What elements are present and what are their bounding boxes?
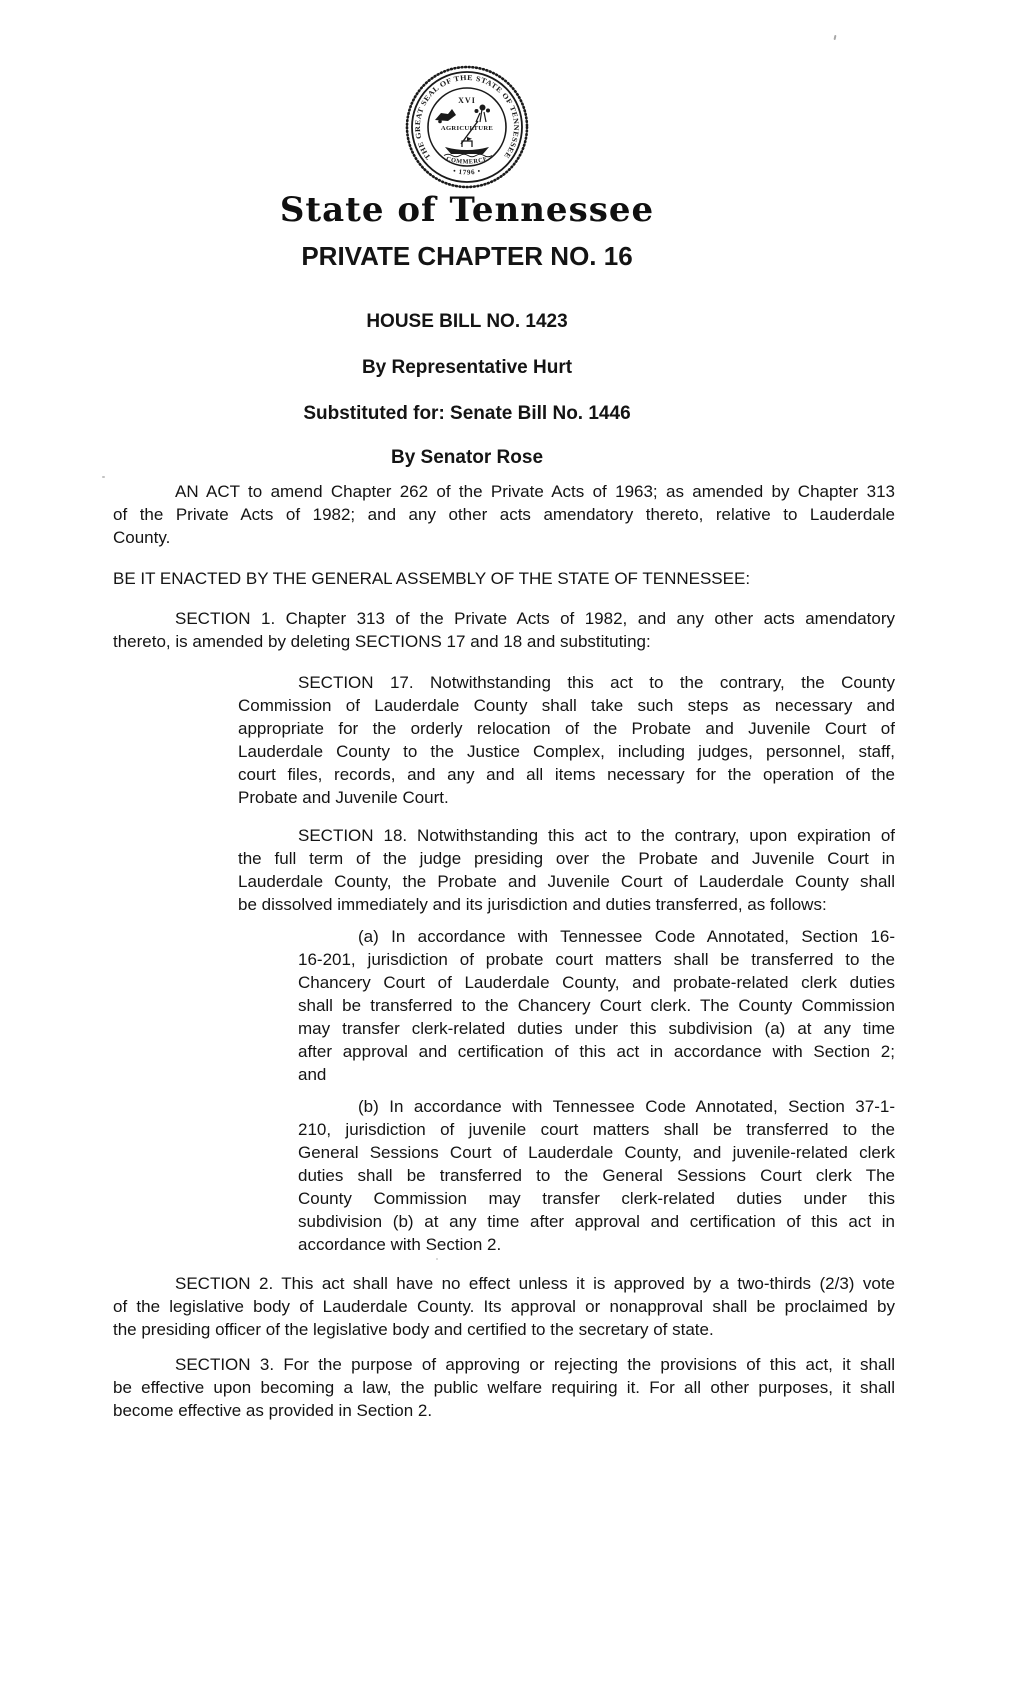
- chapter-title: PRIVATE CHAPTER NO. 16: [301, 241, 633, 271]
- document-header: [0, 0, 934, 468]
- text-line: County.: [113, 528, 171, 547]
- text-line: SECTION 2. This act shall have no effect unless it is approved by a two-thirds (2/3) vote: [175, 1274, 895, 1293]
- text-line: court files, records, and any and all items necessary for the operation of the: [238, 765, 895, 784]
- text-line: SECTION 1. Chapter 313 of the Private Acts of 1982, and any other acts amendatory: [175, 609, 895, 628]
- text-line: County Commission may transfer clerk-related duties under this: [298, 1189, 895, 1208]
- section-2: [113, 1272, 895, 1341]
- seal-ring-text: THE GREAT SEAL OF THE STATE OF TENNESSEE: [412, 72, 522, 162]
- text-line: duties shall be transferred to the General Sessions Court clerk The: [298, 1166, 895, 1185]
- seal-agriculture-text: AGRICULTURE: [440, 125, 494, 132]
- riverboat-icon: [444, 137, 492, 157]
- state-title: State of Tennessee: [279, 190, 655, 230]
- text-line: may transfer clerk-related duties under this subdivision (a) at any time: [298, 1019, 895, 1038]
- text-line: 210, jurisdiction of juvenile court matters shall be transferred to the: [298, 1120, 895, 1139]
- text-line: SECTION 18. Notwithstanding this act to the contrary, upon expiration of: [298, 826, 895, 845]
- text-line: thereto, is amended by deleting SECTIONS 17 and 18 and substituting:: [113, 632, 651, 651]
- subsection-a: [298, 925, 895, 1086]
- text-line: (a) In accordance with Tennessee Code Annotated, Section 16-: [358, 927, 895, 946]
- text-line: be effective upon becoming a law, the public welfare requiring it. For all other purposes, it shall: [113, 1378, 895, 1397]
- subsection-b: [298, 1095, 895, 1256]
- text-line: SECTION 17. Notwithstanding this act to the contrary, the County: [298, 673, 895, 692]
- seal-commerce-text: COMMERCE: [445, 155, 489, 166]
- by-senator: By Senator Rose: [390, 447, 544, 468]
- text-line: Chancery Court of Lauderdale County, and probate-related clerk duties: [298, 973, 895, 992]
- text-line: Lauderdale County, the Probate and Juvenile Court of Lauderdale County shall: [238, 872, 895, 891]
- text-line: of the Private Acts of 1982; and any other acts amendatory thereto, relative to Lauderdale: [113, 505, 895, 524]
- text-line: BE IT ENACTED BY THE GENERAL ASSEMBLY OF THE STATE OF TENNESSEE:: [113, 569, 751, 588]
- tennessee-state-seal-icon: [404, 64, 530, 190]
- text-line: accordance with Section 2.: [298, 1235, 502, 1254]
- by-representative: By Representative Hurt: [361, 357, 573, 378]
- plow-icon: [435, 109, 456, 123]
- seal-year-text: • 1796 •: [452, 166, 482, 177]
- text-line: the full term of the judge presiding over the Probate and Juvenile Court in: [238, 849, 895, 868]
- text-line: Probate and Juvenile Court.: [238, 788, 449, 807]
- section-18: [238, 824, 895, 916]
- scan-artifact: [436, 1258, 438, 1260]
- house-bill-number: HOUSE BILL NO. 1423: [366, 311, 568, 332]
- seal-numeral-text: XVI: [458, 96, 476, 105]
- substituted-for: Substituted for: Senate Bill No. 1446: [303, 403, 631, 424]
- text-line: Lauderdale County to the Justice Complex, including judges, personnel, staff,: [238, 742, 895, 761]
- text-line: the presiding officer of the legislative body and certified to the secretary of state.: [113, 1320, 714, 1339]
- text-line: General Sessions Court of Lauderdale County, and juvenile-related clerk: [298, 1143, 895, 1162]
- section-17: [238, 671, 895, 809]
- text-line: shall be transferred to the Chancery Court clerk. The County Commission: [298, 996, 895, 1015]
- document-body: [113, 480, 895, 1422]
- text-line: be dissolved immediately and its jurisdiction and duties transferred, as follows:: [238, 895, 827, 914]
- text-line: of the legislative body of Lauderdale County. Its approval or nonapproval shall be proclaimed by: [113, 1297, 895, 1316]
- text-line: Commission of Lauderdale County shall take such steps as necessary and: [238, 696, 895, 715]
- text-line: subdivision (b) at any time after approval and certification of this act in: [298, 1212, 895, 1231]
- text-line: and: [298, 1065, 327, 1084]
- section-3: [113, 1353, 895, 1422]
- section-1: [113, 607, 895, 653]
- text-line: 16-201, jurisdiction of probate court matters shall be transferred to the: [298, 950, 895, 969]
- wheat-plant-icon: [475, 105, 491, 123]
- an-act-clause: [113, 480, 895, 549]
- text-line: become effective as provided in Section 2.: [113, 1401, 433, 1420]
- scan-artifact: [102, 476, 105, 478]
- enacting-clause: [113, 567, 895, 590]
- text-line: after approval and certification of this act in accordance with Section 2;: [298, 1042, 895, 1061]
- text-line: SECTION 3. For the purpose of approving or rejecting the provisions of this act, it shall: [175, 1355, 895, 1374]
- text-line: (b) In accordance with Tennessee Code Annotated, Section 37-1-: [358, 1097, 895, 1116]
- text-line: AN ACT to amend Chapter 262 of the Private Acts of 1963; as amended by Chapter 313: [175, 482, 895, 501]
- text-line: appropriate for the orderly relocation of the Probate and Juvenile Court of: [238, 719, 895, 738]
